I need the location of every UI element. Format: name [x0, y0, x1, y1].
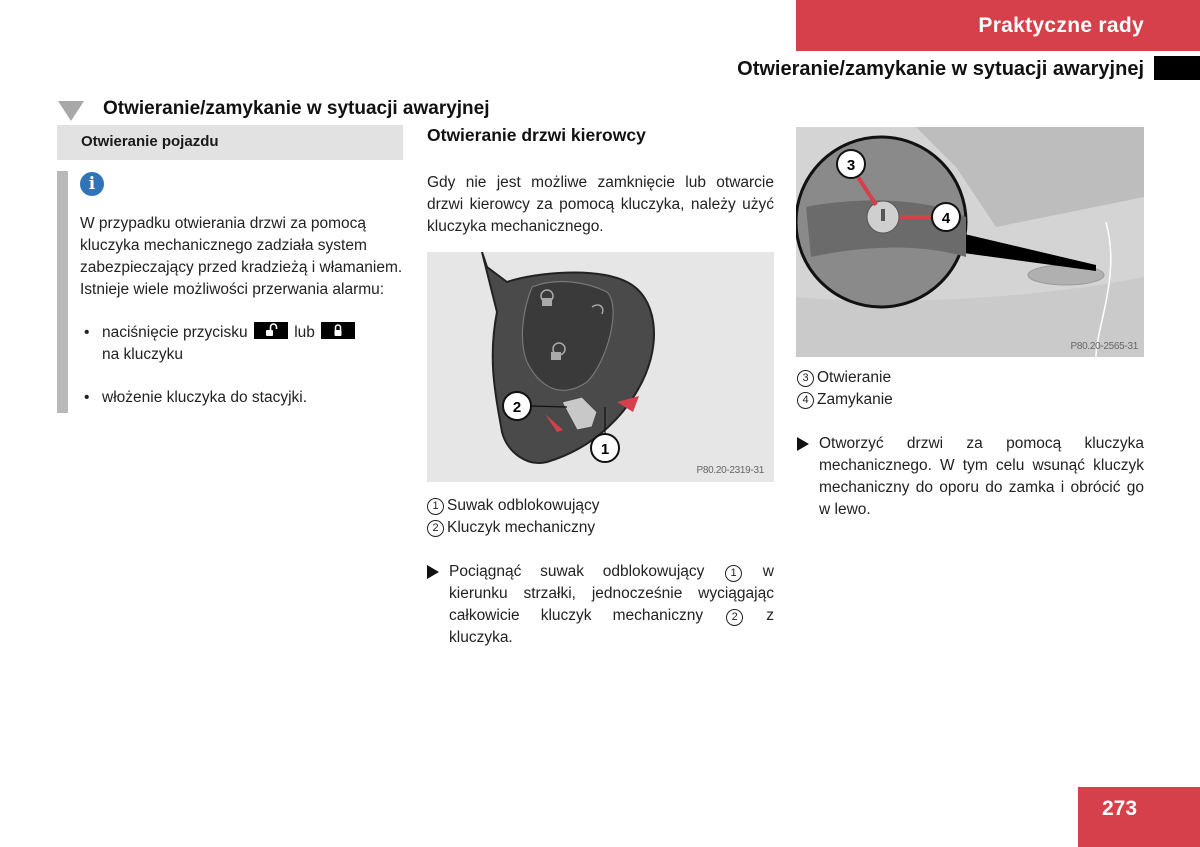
step-arrow-icon	[797, 437, 809, 451]
key-fob-illustration	[427, 252, 774, 482]
driver-door-paragraph: Gdy nie jest możliwe zamknięcie lub otwarcie drzwi kierowcy za pomocą kluczyka, należy użyć kluczyka mechanicznego.	[427, 174, 774, 235]
callout-number: 1	[725, 565, 742, 582]
bullet-dot: •	[84, 324, 90, 341]
instruction-step	[797, 433, 1144, 521]
legend-item	[797, 389, 893, 411]
bullet-dot: •	[84, 389, 90, 406]
door-lock-illustration	[796, 127, 1144, 357]
instruction-step	[427, 561, 774, 649]
callout-number: 4	[797, 392, 814, 409]
figure-code: P80.20-2319-31	[696, 465, 764, 476]
figure-code: P80.20-2565-31	[1070, 341, 1138, 352]
legend-label: Kluczyk mechaniczny	[447, 519, 596, 536]
step-text: Pociągnąć suwak odblokowujący	[449, 563, 705, 580]
chapter-tab	[796, 0, 1200, 51]
svg-text:2: 2	[512, 399, 522, 416]
running-title: Otwieranie/zamykanie w sytuacji awaryjnej	[737, 58, 1144, 80]
chapter-title: Praktyczne rady	[978, 13, 1144, 37]
key-fob-drawing	[427, 252, 774, 482]
page-number: 273	[1102, 797, 1138, 820]
step-text: Otworzyć drzwi za pomocą kluczyka mechanicznego. W tym celu wsunąć kluczyk mechaniczny do oporu do zamka i obrócić go w lewo.	[819, 435, 1144, 518]
bullet-text: na kluczyku	[102, 346, 183, 363]
callout-number: 2	[726, 609, 743, 626]
legend-label: Otwieranie	[817, 369, 892, 386]
note-bullet	[84, 322, 404, 366]
section-triangle-icon	[58, 101, 84, 121]
page-number-tab	[1078, 787, 1200, 847]
legend-item	[797, 367, 893, 389]
legend-item	[427, 517, 600, 539]
step-text: z kluczyka.	[449, 607, 775, 646]
note-bullet	[84, 387, 404, 409]
unlock-button-icon	[254, 322, 288, 339]
bullet-text: naciśnięcie przycisku	[102, 324, 248, 341]
figure2-legend	[797, 367, 893, 411]
note-side-bar	[57, 171, 68, 413]
subheading-bar	[57, 125, 403, 160]
lock-button-icon	[321, 322, 355, 339]
info-icon: i	[80, 172, 104, 196]
legend-label: Zamykanie	[817, 391, 893, 408]
step-arrow-icon	[427, 565, 439, 579]
door-lock-drawing	[796, 127, 1144, 357]
section-title: Otwieranie/zamykanie w sytuacji awaryjnej	[103, 98, 490, 119]
svg-text:1: 1	[600, 441, 610, 458]
figure1-legend	[427, 495, 600, 539]
step-text: w kierunku strzałki, jednocześnie wyciągając całkowicie kluczyk mechaniczny	[449, 563, 774, 624]
callout-number: 3	[797, 370, 814, 387]
legend-label: Suwak odblokowujący	[447, 497, 600, 514]
driver-door-heading: Otwieranie drzwi kierowcy	[427, 125, 646, 145]
legend-item	[427, 495, 600, 517]
callout-number: 2	[427, 520, 444, 537]
bullet-text: lub	[294, 324, 315, 341]
thumb-index-marker	[1154, 56, 1200, 80]
subheading: Otwieranie pojazdu	[81, 133, 219, 150]
bullet-text: włożenie kluczyka do stacyjki.	[102, 389, 308, 406]
svg-text:4: 4	[941, 210, 951, 227]
svg-text:3: 3	[846, 157, 856, 174]
callout-number: 1	[427, 498, 444, 515]
note-paragraph: W przypadku otwierania drzwi za pomocą kluczyka mechanicznego zadziała system zabezpieczający przed kradzieżą i włamaniem. Istnieje wiele możliwości przerwania alarmu:	[80, 215, 403, 298]
